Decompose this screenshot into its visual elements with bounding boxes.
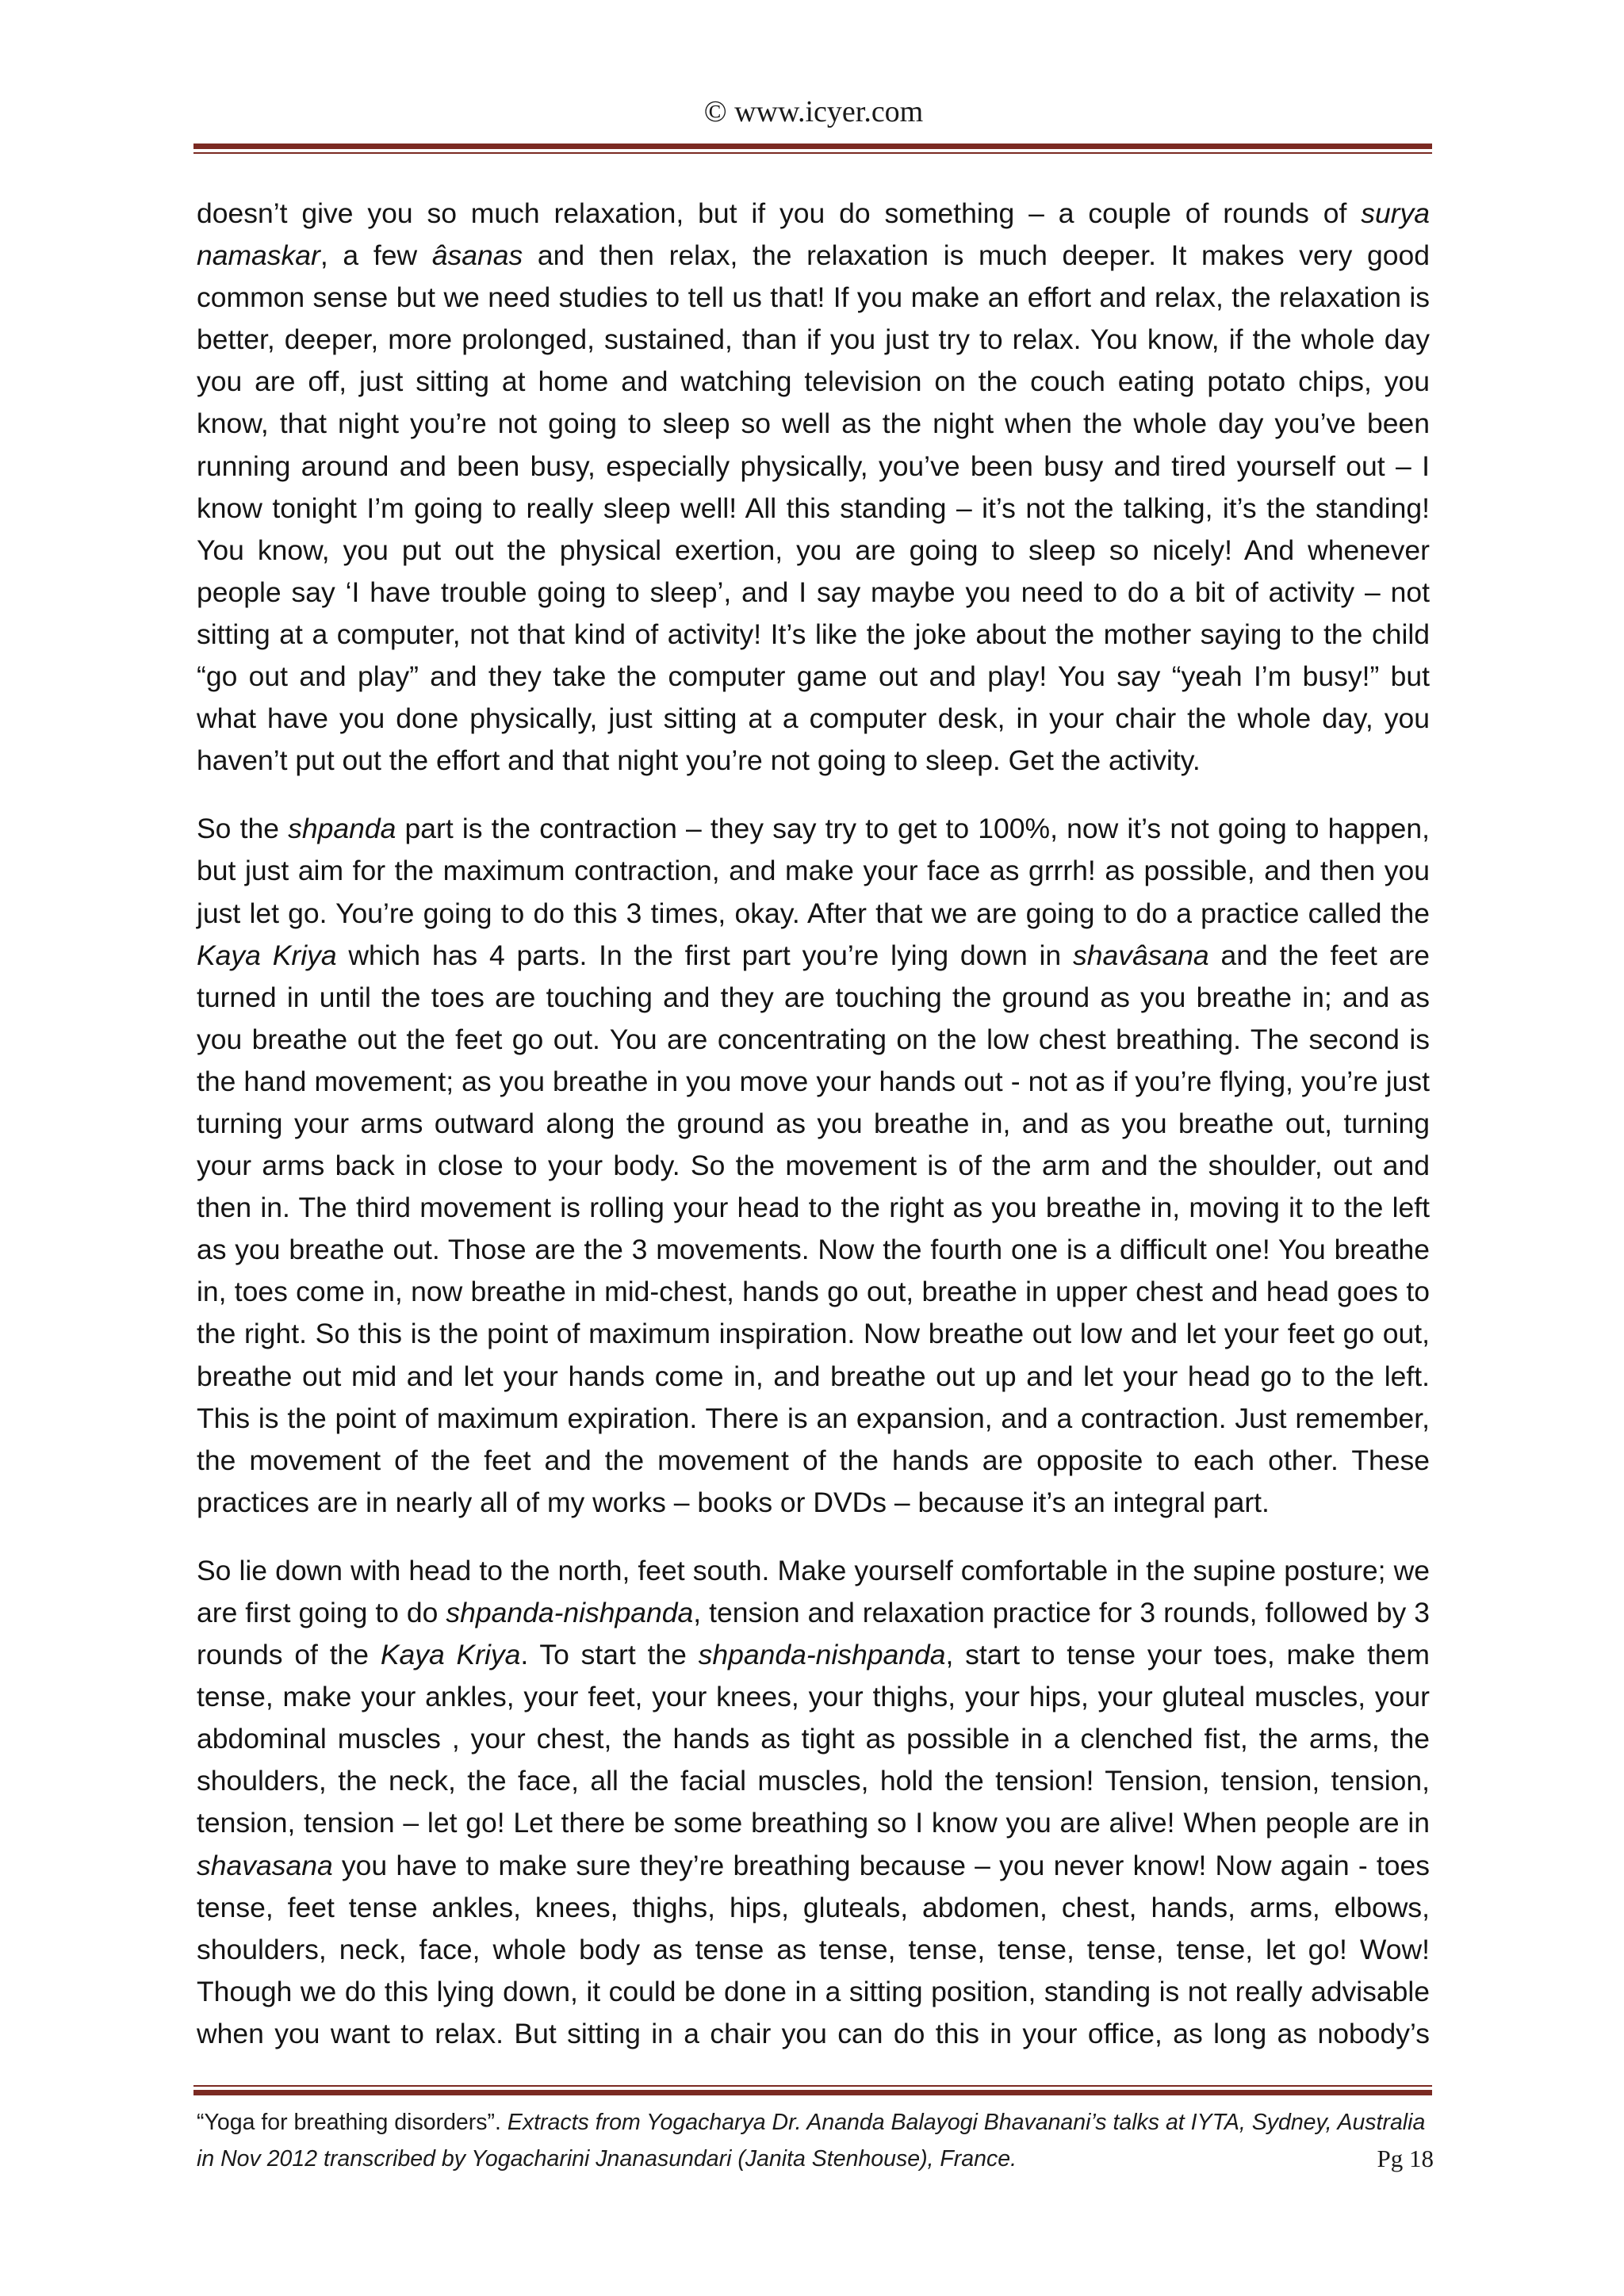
- footer-extract-1: Extracts from Yogacharya Dr. Ananda Balayogi Bhavanani’s talks at IYTA, Sydney, Australia: [507, 2110, 1426, 2135]
- header-rule-thin: [193, 152, 1432, 154]
- footer-extract-2: in Nov 2012 transcribed by Yogacharini Jnanasundari (Janita Stenhouse), France.: [197, 2146, 1017, 2172]
- page-footer: [197, 2104, 1434, 2177]
- footer-title: “Yoga for breathing disorders”.: [197, 2110, 508, 2135]
- page-header: [195, 94, 1432, 130]
- footer-line-2: [197, 2141, 1434, 2177]
- footer-line-1: [197, 2104, 1434, 2141]
- body-text: [197, 193, 1430, 2055]
- header-rule-thick: [193, 144, 1432, 149]
- page-number: Pg 18: [1377, 2145, 1434, 2172]
- paragraph-3: So lie down with head to the north, feet south. Make yourself comfortable in the supine posture; we are first going to do shpanda-nishpanda, tension and relaxation practice for 3 rounds, followed by 3 rounds of the Kaya Kriya. To start the shpanda-nishpanda, start to tense your toes, make them tense, make your ankles, your feet, your knees, your thighs, your hips, your gluteal muscles, your abdominal muscles , your chest, the hands as tight as possible in a clenched fist, the arms, the shoulders, the neck, the face, all the facial muscles, hold the tension! Tension, tension, tension, tension, tension – let go! Let there be some breathing so I know you are alive! When people are in shavasana you have to make sure they’re breathing because – you never know! Now again - toes tense, feet tense ankles, knees, thighs, hips, gluteals, abdomen, chest, hands, arms, elbows, shoulders, neck, face, whole body as tense as tense, tense, tense, tense, tense, let go! Wow! Though we do this lying down, it could be done in a sitting position, standing is not really advisable when you want to relax. But sitting in a chair you can do this in your office, as long as nobody’s: [197, 1554, 1430, 2049]
- footer-rule-thin: [193, 2085, 1432, 2087]
- paragraph-2: So the shpanda part is the contraction – they say try to get to 100%, now it’s not going to happen, but just aim for the maximum contraction, and make your face as grrrh! as possible, and then you just let go. You’re going to do this 3 times, okay. After that we are going to do a practice called the Kaya Kriya which has 4 parts. In the first part you’re lying down in shavâsana and the feet are turned in until the toes are touching and they are touching the ground as you breathe in; and as you breathe out the feet go out. You are concentrating on the low chest breathing. The second is the hand movement; as you breathe in you move your hands out - not as if you’re flying, you’re just turning your arms outward along the ground as you breathe in, and as you breathe out, turning your arms back in close to your body. So the movement is of the arm and the shoulder, out and then in. The third movement is rolling your head to the right as you breathe in, moving it to the left as you breathe out. Those are the 3 movements. Now the fourth one is a difficult one! You breathe in, toes come in, now breathe in mid-chest, hands go out, breathe in upper chest and head goes to the right. So this is the point of maximum inspiration. Now breathe out low and let your feet go out, breathe out mid and let your hands come in, and breathe out up and let your head go to the left. This is the point of maximum expiration. There is an expansion, and a contraction. Just remember, the movement of the feet and the movement of the hands are opposite to each other. These practices are in nearly all of my works – books or DVDs – because it’s an integral part.: [197, 813, 1430, 1518]
- header-site-text: © www.icyer.com: [703, 95, 924, 128]
- paragraph-1: doesn’t give you so much relaxation, but if you do something – a couple of rounds of surya namaskar, a few âsanas and then relax, the relaxation is much deeper. It makes very good common sense but we need studies to tell us that! If you make an effort and relax, the relaxation is better, deeper, more prolonged, sustained, than if you just try to relax. You know, if the whole day you are off, just sitting at home and watching television on the couch eating potato chips, you know, that night you’re not going to sleep so well as the night when the whole day you’ve been running around and been busy, especially physically, you’ve been busy and tired yourself out – I know tonight I’m going to really sleep well! All this standing – it’s not the talking, it’s the standing! You know, you put out the physical exertion, you are going to sleep so nicely! And whenever people say ‘I have trouble going to sleep’, and I say maybe you need to do a bit of activity – not sitting at a computer, not that kind of activity! It’s like the joke about the mother saying to the child “go out and play” and they take the computer game out and play! You say “yeah I’m busy!” but what have you done physically, just sitting at a computer desk, in your chair the whole day, you haven’t put out the effort and that night you’re not going to sleep. Get the activity.: [197, 197, 1430, 777]
- footer-rule-thick: [193, 2090, 1432, 2095]
